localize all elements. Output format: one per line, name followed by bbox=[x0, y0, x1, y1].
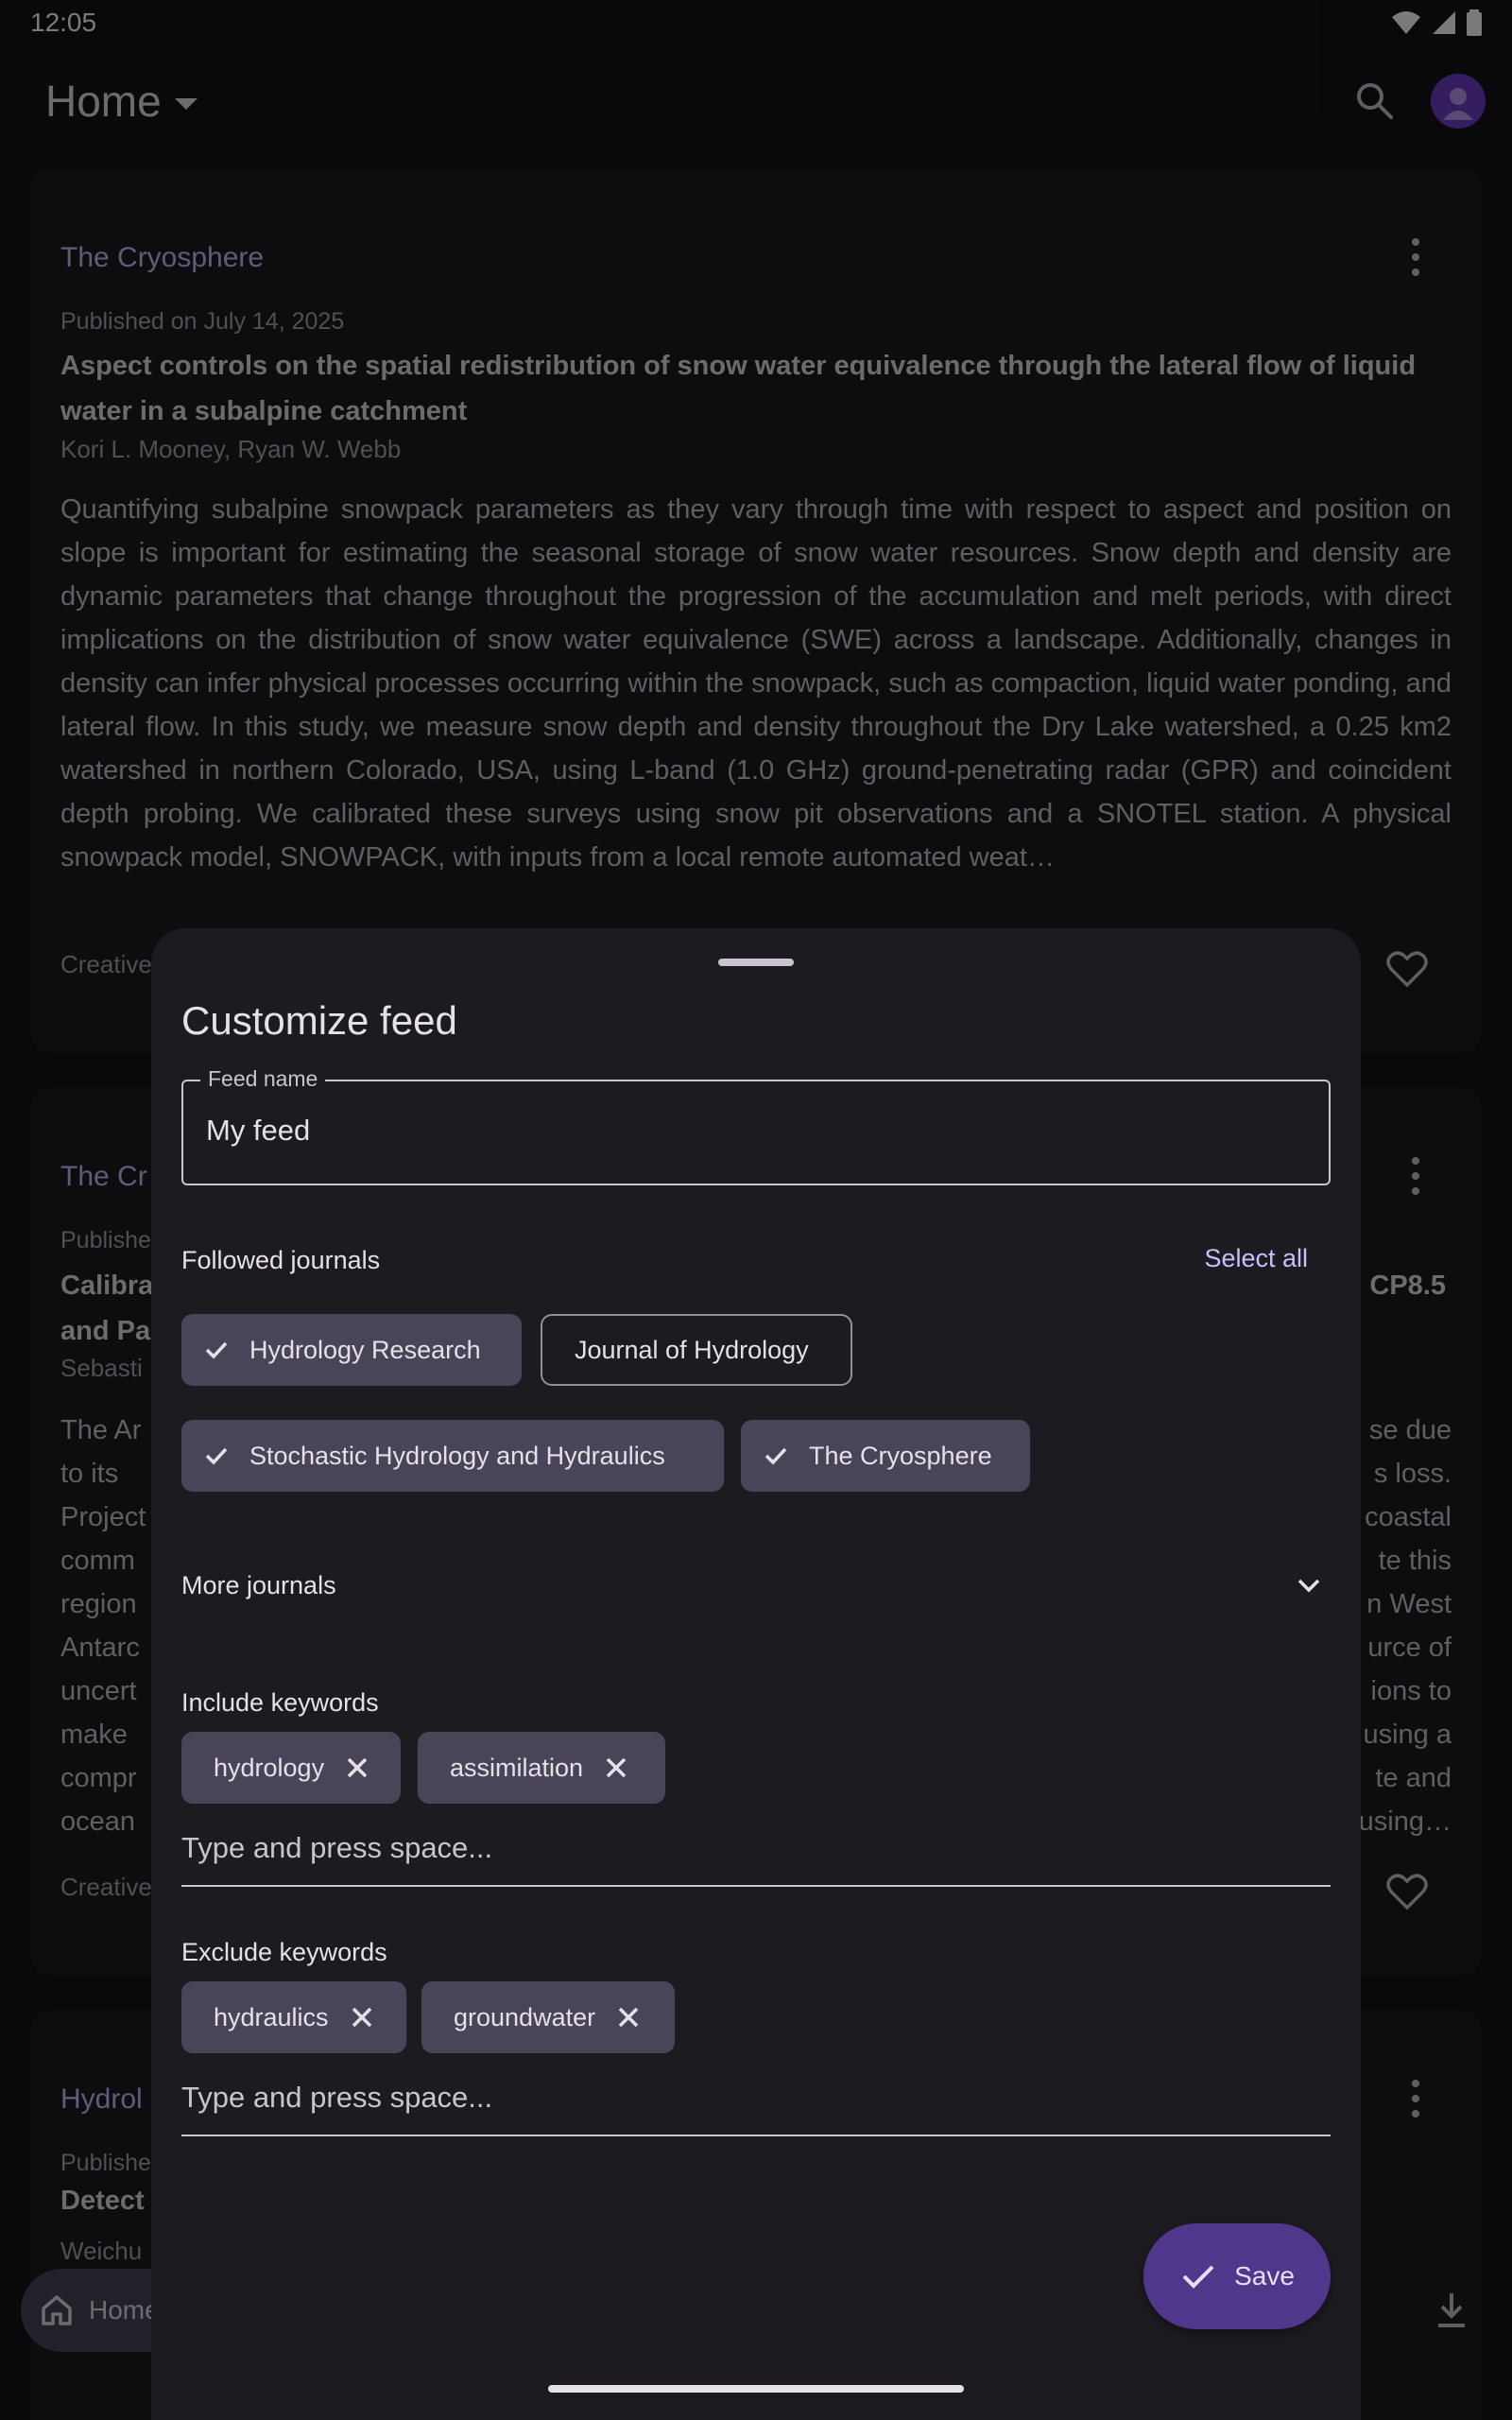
check-icon bbox=[204, 1338, 229, 1362]
chip-label: Hydrology Research bbox=[249, 1335, 481, 1364]
followed-journals-label: Followed journals bbox=[181, 1246, 381, 1274]
close-icon[interactable] bbox=[616, 2005, 641, 2030]
gesture-navigation-bar[interactable] bbox=[548, 2385, 964, 2393]
check-icon bbox=[764, 1443, 788, 1468]
include-keyword-input-wrapper bbox=[181, 1817, 1331, 1887]
chip-label: The Cryosphere bbox=[809, 1441, 992, 1470]
include-keyword-input[interactable] bbox=[181, 1817, 1331, 1879]
chip-label: hydrology bbox=[214, 1753, 325, 1782]
sheet-title: Customize feed bbox=[181, 998, 457, 1043]
close-icon[interactable] bbox=[604, 1755, 628, 1780]
select-all-button[interactable]: Select all bbox=[1204, 1244, 1308, 1272]
exclude-keyword-input[interactable] bbox=[181, 2066, 1331, 2129]
drag-handle[interactable] bbox=[718, 959, 794, 966]
chip-label: Stochastic Hydrology and Hydraulics bbox=[249, 1441, 665, 1470]
journal-chip[interactable] bbox=[741, 1420, 1030, 1492]
keyword-chip[interactable] bbox=[181, 1981, 406, 2053]
chip-label: groundwater bbox=[454, 2002, 596, 2031]
journal-chip[interactable] bbox=[541, 1314, 852, 1386]
chip-label: hydraulics bbox=[214, 2002, 329, 2031]
include-keywords-label: Include keywords bbox=[181, 1688, 379, 1717]
check-icon bbox=[1179, 2257, 1217, 2295]
feed-name-label: Feed name bbox=[200, 1066, 325, 1092]
save-button[interactable] bbox=[1143, 2223, 1331, 2329]
keyword-chip[interactable] bbox=[418, 1732, 665, 1804]
exclude-keyword-input-wrapper bbox=[181, 2066, 1331, 2136]
save-label: Save bbox=[1234, 2261, 1295, 2290]
feed-name-value[interactable]: My feed bbox=[206, 1114, 311, 1147]
close-icon[interactable] bbox=[350, 2005, 374, 2030]
feed-name-field[interactable] bbox=[181, 1066, 1331, 1185]
keyword-chip[interactable] bbox=[181, 1732, 401, 1804]
journal-chip[interactable] bbox=[181, 1420, 724, 1492]
check-icon bbox=[204, 1443, 229, 1468]
chip-label: Journal of Hydrology bbox=[575, 1335, 809, 1364]
keyword-chip[interactable] bbox=[421, 1981, 675, 2053]
chevron-down-icon[interactable] bbox=[1295, 1571, 1323, 1599]
close-icon[interactable] bbox=[345, 1755, 369, 1780]
chip-label: assimilation bbox=[450, 1753, 584, 1782]
journal-chip[interactable] bbox=[181, 1314, 522, 1386]
customize-feed-sheet bbox=[151, 928, 1361, 2420]
exclude-keywords-label: Exclude keywords bbox=[181, 1938, 387, 1966]
more-journals-toggle[interactable]: More journals bbox=[181, 1571, 336, 1599]
